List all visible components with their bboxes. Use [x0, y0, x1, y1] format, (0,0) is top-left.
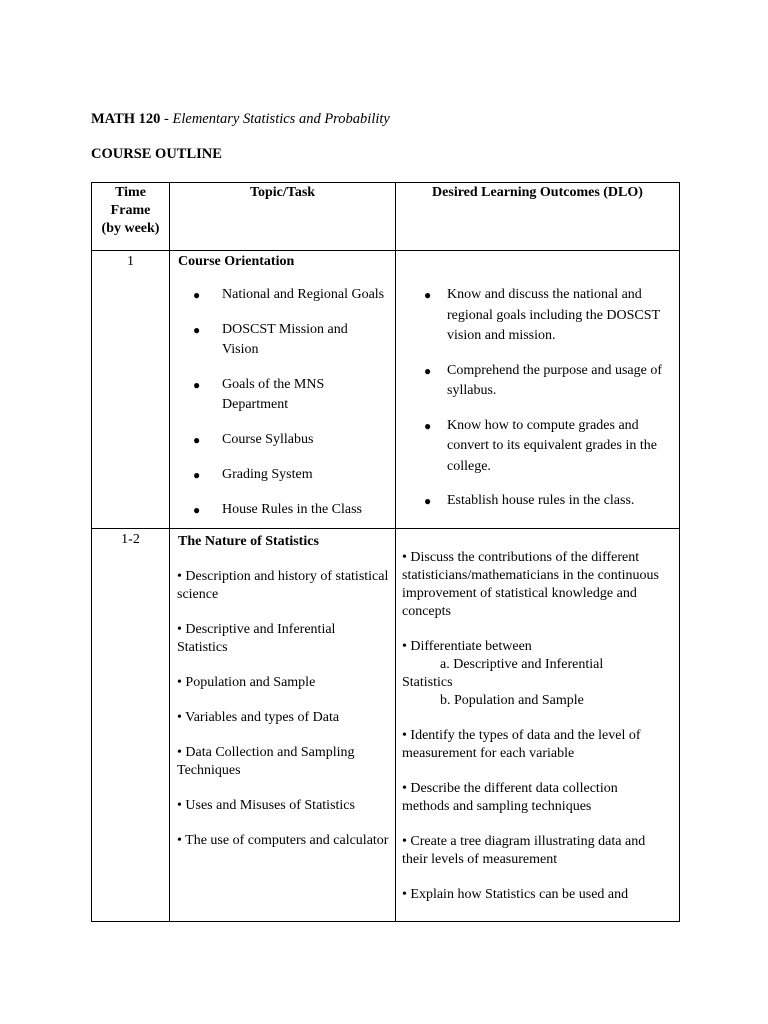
list-item: • Explain how Statistics can be used and: [402, 887, 629, 902]
topic-title: The Nature of Statistics: [178, 534, 319, 549]
topic-list: [170, 285, 395, 520]
topic-cell: [170, 529, 396, 922]
outline-heading: COURSE OUTLINE: [91, 146, 222, 162]
list-item: • Variables and types of Data: [177, 710, 340, 725]
list-item: • Identify the types of data and the level of measurement for each variable: [402, 728, 641, 761]
dlo-list: [396, 285, 679, 512]
list-item: ● Know and discuss the national and regional goals including the DOSCST vision and mission.: [424, 287, 660, 343]
dlo-subitem-cont: Statistics: [402, 675, 453, 690]
list-item: • Describe the different data collection methods and sampling techniques: [402, 781, 618, 814]
dlo-subitem: a. Descriptive and Inferential: [440, 657, 604, 672]
list-item: [402, 638, 667, 710]
list-item: ● Course Syllabus: [170, 430, 395, 450]
dlo-subitem: b. Population and Sample: [440, 693, 584, 708]
list-item: • Data Collection and Sampling Techniques: [177, 745, 355, 778]
list-item: • Descriptive and Inferential Statistics: [177, 622, 336, 655]
dlo-cell: [396, 529, 680, 922]
title-separator: -: [160, 111, 173, 127]
list-item: • Discuss the contributions of the different statisticians/mathematicians in the continuous improvement of statistical knowledge and concepts: [402, 550, 660, 619]
bullet-icon: ●: [424, 494, 432, 508]
header-topic-task: Topic/Task: [170, 183, 396, 251]
header-time-frame-line: Time: [115, 185, 146, 200]
bullet-icon: ●: [193, 288, 201, 302]
dlo-lead: • Differentiate between: [402, 639, 532, 654]
topic-title: Course Orientation: [178, 254, 295, 269]
bullet-icon: ●: [193, 433, 201, 447]
course-outline-table: [91, 182, 680, 922]
week-cell: 1-2: [92, 529, 170, 922]
header-time-frame: [92, 183, 170, 251]
list-item: • Create a tree diagram illustrating data and their levels of measurement: [402, 834, 646, 867]
table-row: [92, 529, 680, 922]
dlo-cell: [396, 251, 680, 529]
course-name: Elementary Statistics and Probability: [172, 111, 390, 127]
topic-cell: [170, 251, 396, 529]
list-item: • Uses and Misuses of Statistics: [177, 798, 355, 813]
header-dlo: Desired Learning Outcomes (DLO): [396, 183, 680, 251]
bullet-icon: ●: [424, 363, 432, 378]
list-item: • Population and Sample: [177, 675, 316, 690]
bullet-icon: ●: [424, 418, 432, 433]
header-time-frame-line: Frame: [110, 203, 151, 218]
week-cell: 1: [92, 251, 170, 529]
course-title: [91, 111, 390, 128]
list-item: ● Goals of the MNS Department: [193, 377, 325, 412]
list-item: • The use of computers and calculator: [177, 833, 389, 848]
list-item: ● Grading System: [170, 465, 395, 485]
list-item: ● National and Regional Goals: [170, 285, 395, 305]
list-item: ● House Rules in the Class: [170, 500, 395, 520]
bullet-icon: ●: [193, 323, 201, 337]
bullet-icon: ●: [193, 503, 201, 517]
bullet-icon: ●: [193, 468, 201, 482]
list-item: ● Comprehend the purpose and usage of syllabus.: [424, 362, 662, 398]
list-item: ● Know how to compute grades and convert to its equivalent grades in the college.: [424, 417, 657, 474]
table-row: [92, 251, 680, 529]
header-time-frame-line: (by week): [101, 221, 160, 236]
list-item: • Description and history of statistical science: [177, 569, 389, 602]
bullet-icon: ●: [424, 288, 432, 302]
table-header-row: [92, 183, 680, 251]
bullet-icon: ●: [193, 378, 201, 392]
list-item: ● DOSCST Mission and Vision: [193, 322, 348, 357]
list-item: ● Establish house rules in the class.: [396, 491, 679, 512]
course-code: MATH 120: [91, 111, 161, 127]
